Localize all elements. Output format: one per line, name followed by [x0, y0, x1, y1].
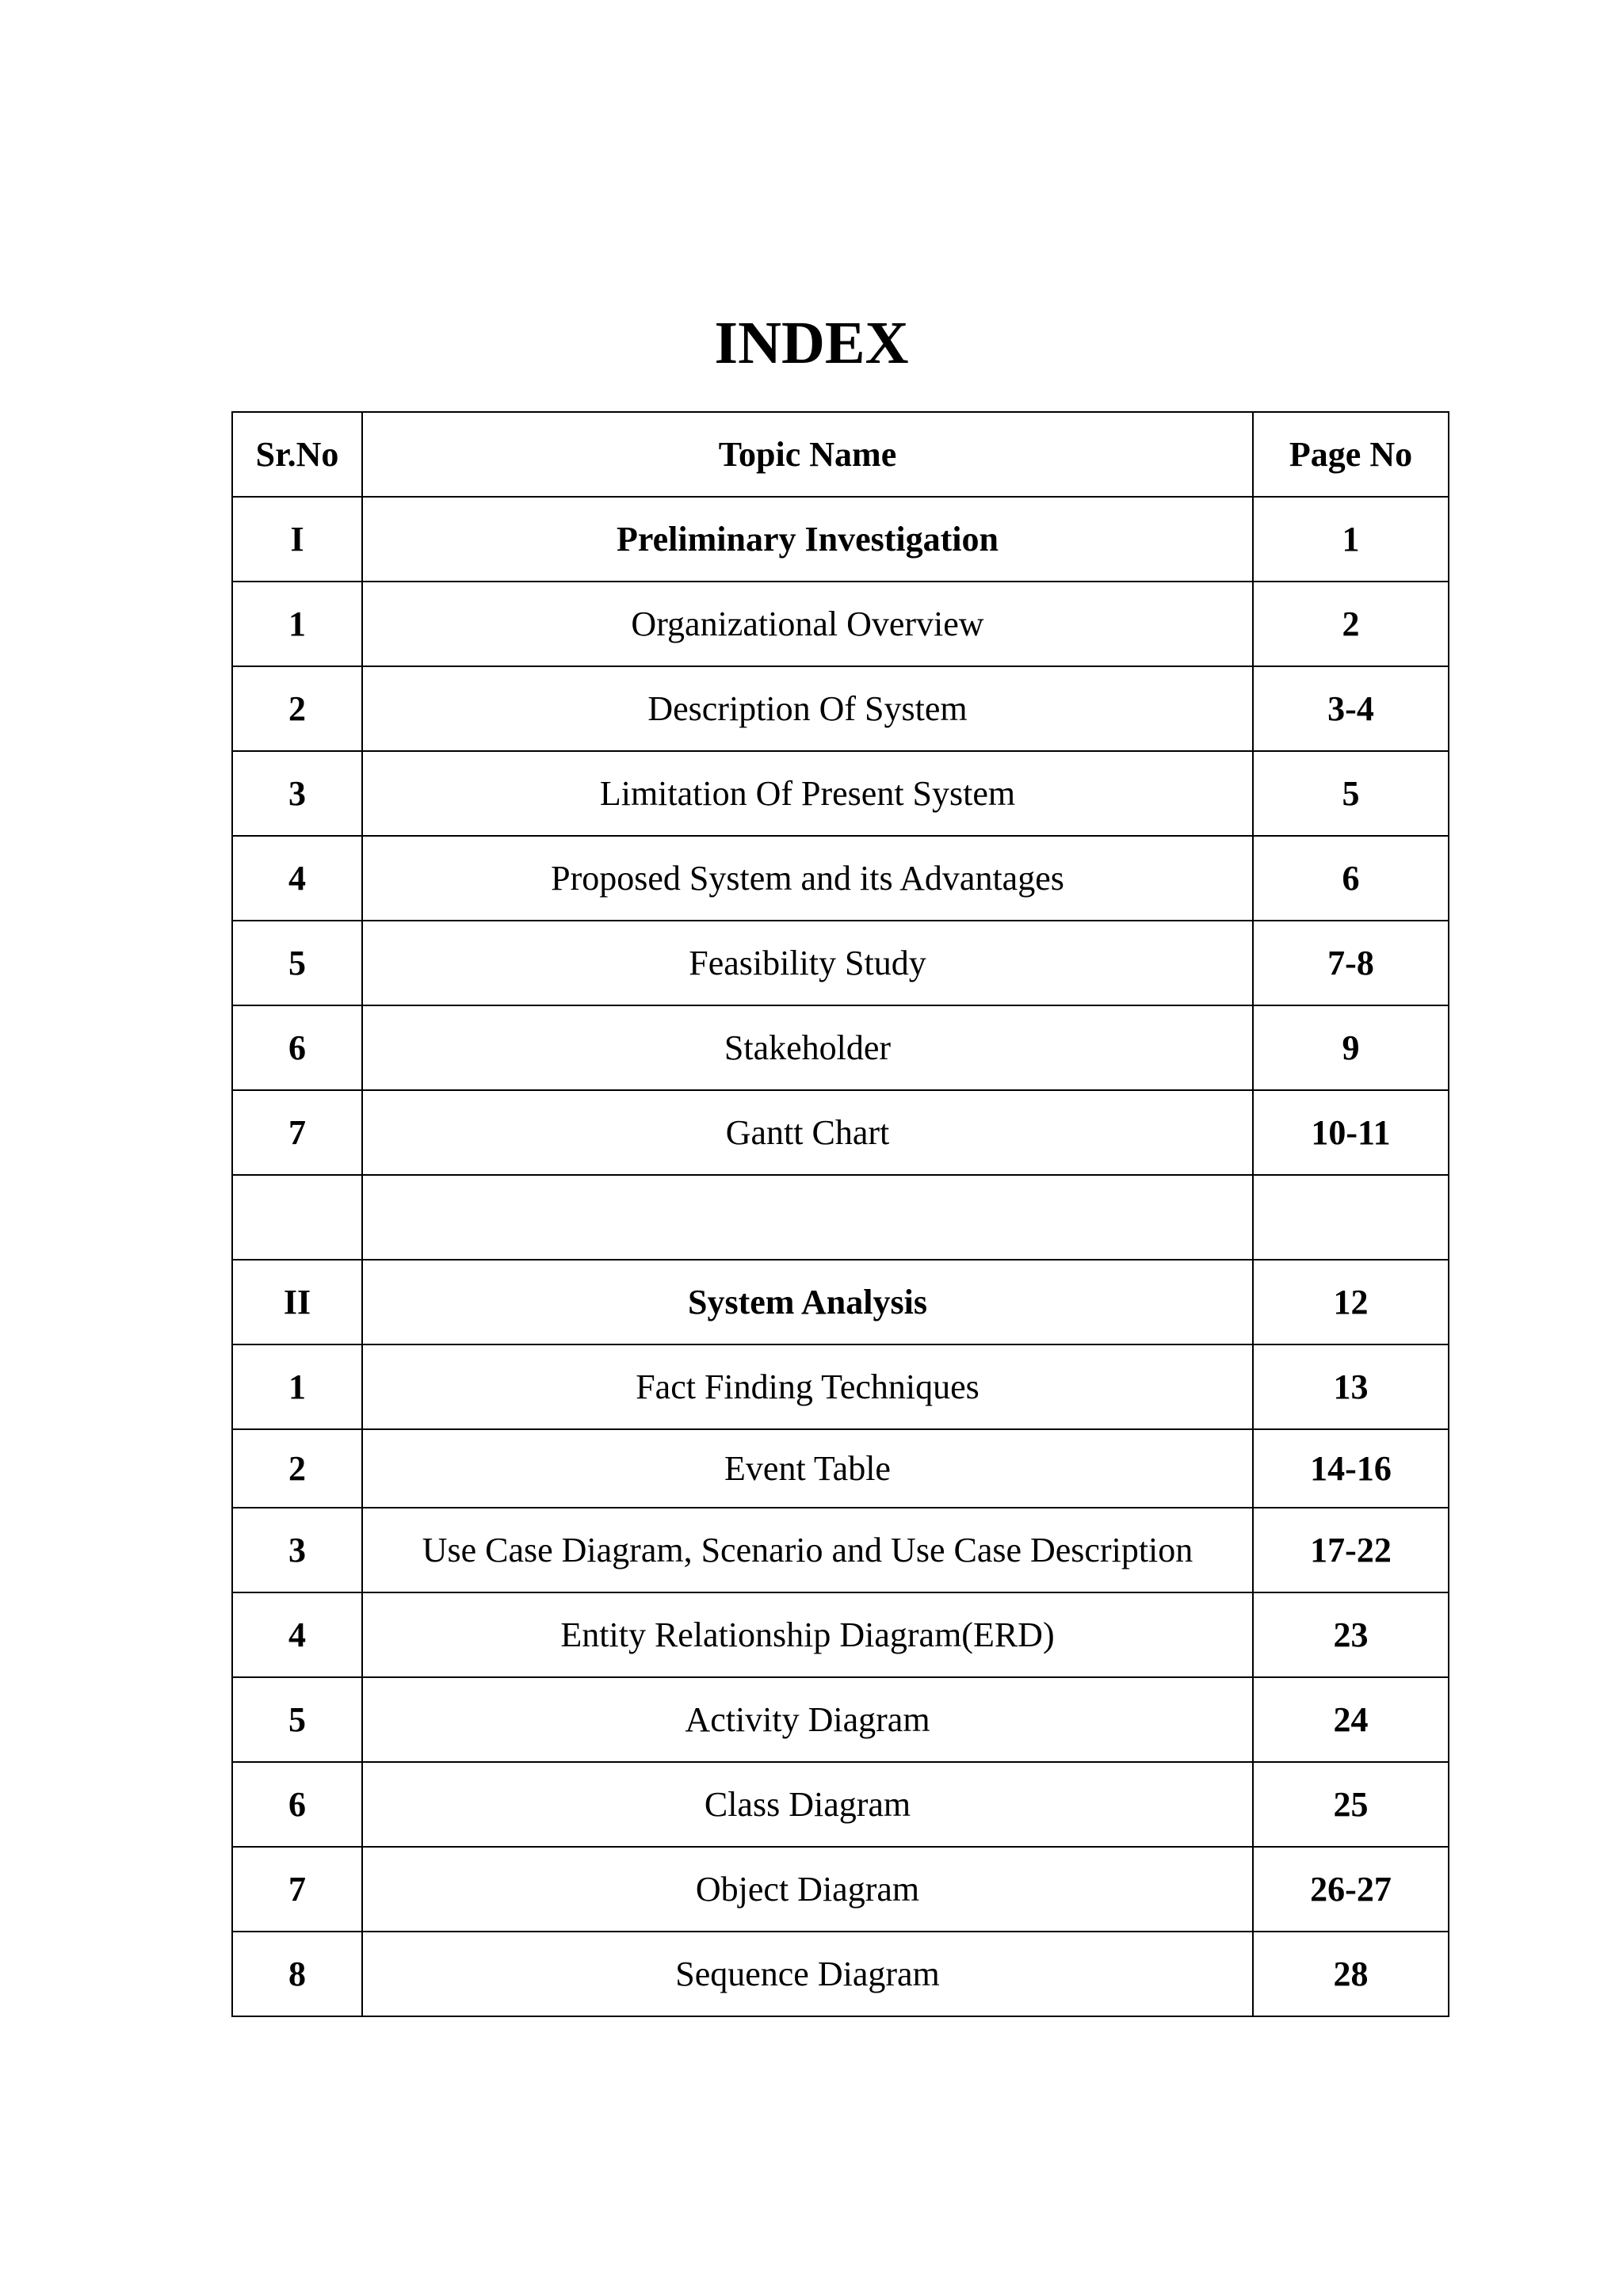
cell-page-no: 14-16	[1253, 1429, 1449, 1508]
table-row	[232, 1005, 1449, 1090]
table-row	[232, 1762, 1449, 1847]
table-row	[232, 1932, 1449, 2016]
cell-page-no: 10-11	[1253, 1090, 1449, 1175]
cell-sr-no: 2	[232, 666, 362, 751]
page-title: INDEX	[714, 310, 909, 376]
table-row	[232, 751, 1449, 836]
table-row	[232, 582, 1449, 666]
cell-sr-no: II	[232, 1260, 362, 1344]
cell-page-no: 9	[1253, 1005, 1449, 1090]
cell-sr-no: 2	[232, 1429, 362, 1508]
cell-topic-name: Class Diagram	[362, 1762, 1253, 1847]
cell-page-no: 3-4	[1253, 666, 1449, 751]
table-row	[232, 1592, 1449, 1677]
cell-topic-name: Feasibility Study	[362, 921, 1253, 1005]
table-header-row	[232, 412, 1449, 497]
cell-topic-name: Limitation Of Present System	[362, 751, 1253, 836]
table-row	[232, 1847, 1449, 1932]
cell-page-no: 13	[1253, 1344, 1449, 1429]
cell-topic-name: System Analysis	[362, 1260, 1253, 1344]
table-body	[232, 497, 1449, 2016]
cell-sr-no	[232, 1175, 362, 1260]
section-row	[232, 497, 1449, 582]
cell-topic-name: Sequence Diagram	[362, 1932, 1253, 2016]
header-page-no: Page No	[1253, 412, 1449, 497]
cell-page-no: 28	[1253, 1932, 1449, 2016]
cell-page-no: 12	[1253, 1260, 1449, 1344]
table-row	[232, 1090, 1449, 1175]
table-row	[232, 921, 1449, 1005]
cell-sr-no: 4	[232, 836, 362, 921]
cell-topic-name: Activity Diagram	[362, 1677, 1253, 1762]
cell-topic-name: Organizational Overview	[362, 582, 1253, 666]
table-row	[232, 666, 1449, 751]
cell-sr-no: 7	[232, 1847, 362, 1932]
cell-topic-name: Object Diagram	[362, 1847, 1253, 1932]
cell-sr-no: 1	[232, 582, 362, 666]
table-row	[232, 1175, 1449, 1260]
cell-sr-no: 6	[232, 1005, 362, 1090]
cell-sr-no: 5	[232, 1677, 362, 1762]
cell-topic-name	[362, 1175, 1253, 1260]
cell-page-no: 17-22	[1253, 1508, 1449, 1592]
cell-sr-no: I	[232, 497, 362, 582]
cell-sr-no: 1	[232, 1344, 362, 1429]
cell-sr-no: 3	[232, 1508, 362, 1592]
cell-page-no: 23	[1253, 1592, 1449, 1677]
cell-page-no: 7-8	[1253, 921, 1449, 1005]
cell-sr-no: 6	[232, 1762, 362, 1847]
cell-sr-no: 8	[232, 1932, 362, 2016]
cell-sr-no: 3	[232, 751, 362, 836]
cell-topic-name: Stakeholder	[362, 1005, 1253, 1090]
cell-page-no: 1	[1253, 497, 1449, 582]
cell-topic-name: Event Table	[362, 1429, 1253, 1508]
cell-sr-no: 7	[232, 1090, 362, 1175]
cell-page-no: 5	[1253, 751, 1449, 836]
cell-page-no: 24	[1253, 1677, 1449, 1762]
cell-topic-name: Entity Relationship Diagram(ERD)	[362, 1592, 1253, 1677]
cell-page-no: 2	[1253, 582, 1449, 666]
table-row	[232, 1508, 1449, 1592]
cell-sr-no: 5	[232, 921, 362, 1005]
cell-page-no: 6	[1253, 836, 1449, 921]
cell-topic-name: Use Case Diagram, Scenario and Use Case Description	[362, 1508, 1253, 1592]
cell-page-no	[1253, 1175, 1449, 1260]
cell-topic-name: Preliminary Investigation	[362, 497, 1253, 582]
table-row	[232, 1344, 1449, 1429]
cell-topic-name: Description Of System	[362, 666, 1253, 751]
section-row	[232, 1260, 1449, 1344]
table-row	[232, 836, 1449, 921]
cell-topic-name: Gantt Chart	[362, 1090, 1253, 1175]
cell-topic-name: Proposed System and its Advantages	[362, 836, 1253, 921]
header-sr-no: Sr.No	[232, 412, 362, 497]
table-row	[232, 1677, 1449, 1762]
cell-page-no: 26-27	[1253, 1847, 1449, 1932]
cell-sr-no: 4	[232, 1592, 362, 1677]
index-table	[231, 411, 1449, 2017]
header-topic-name: Topic Name	[362, 412, 1253, 497]
cell-page-no: 25	[1253, 1762, 1449, 1847]
cell-topic-name: Fact Finding Techniques	[362, 1344, 1253, 1429]
table-row	[232, 1429, 1449, 1508]
